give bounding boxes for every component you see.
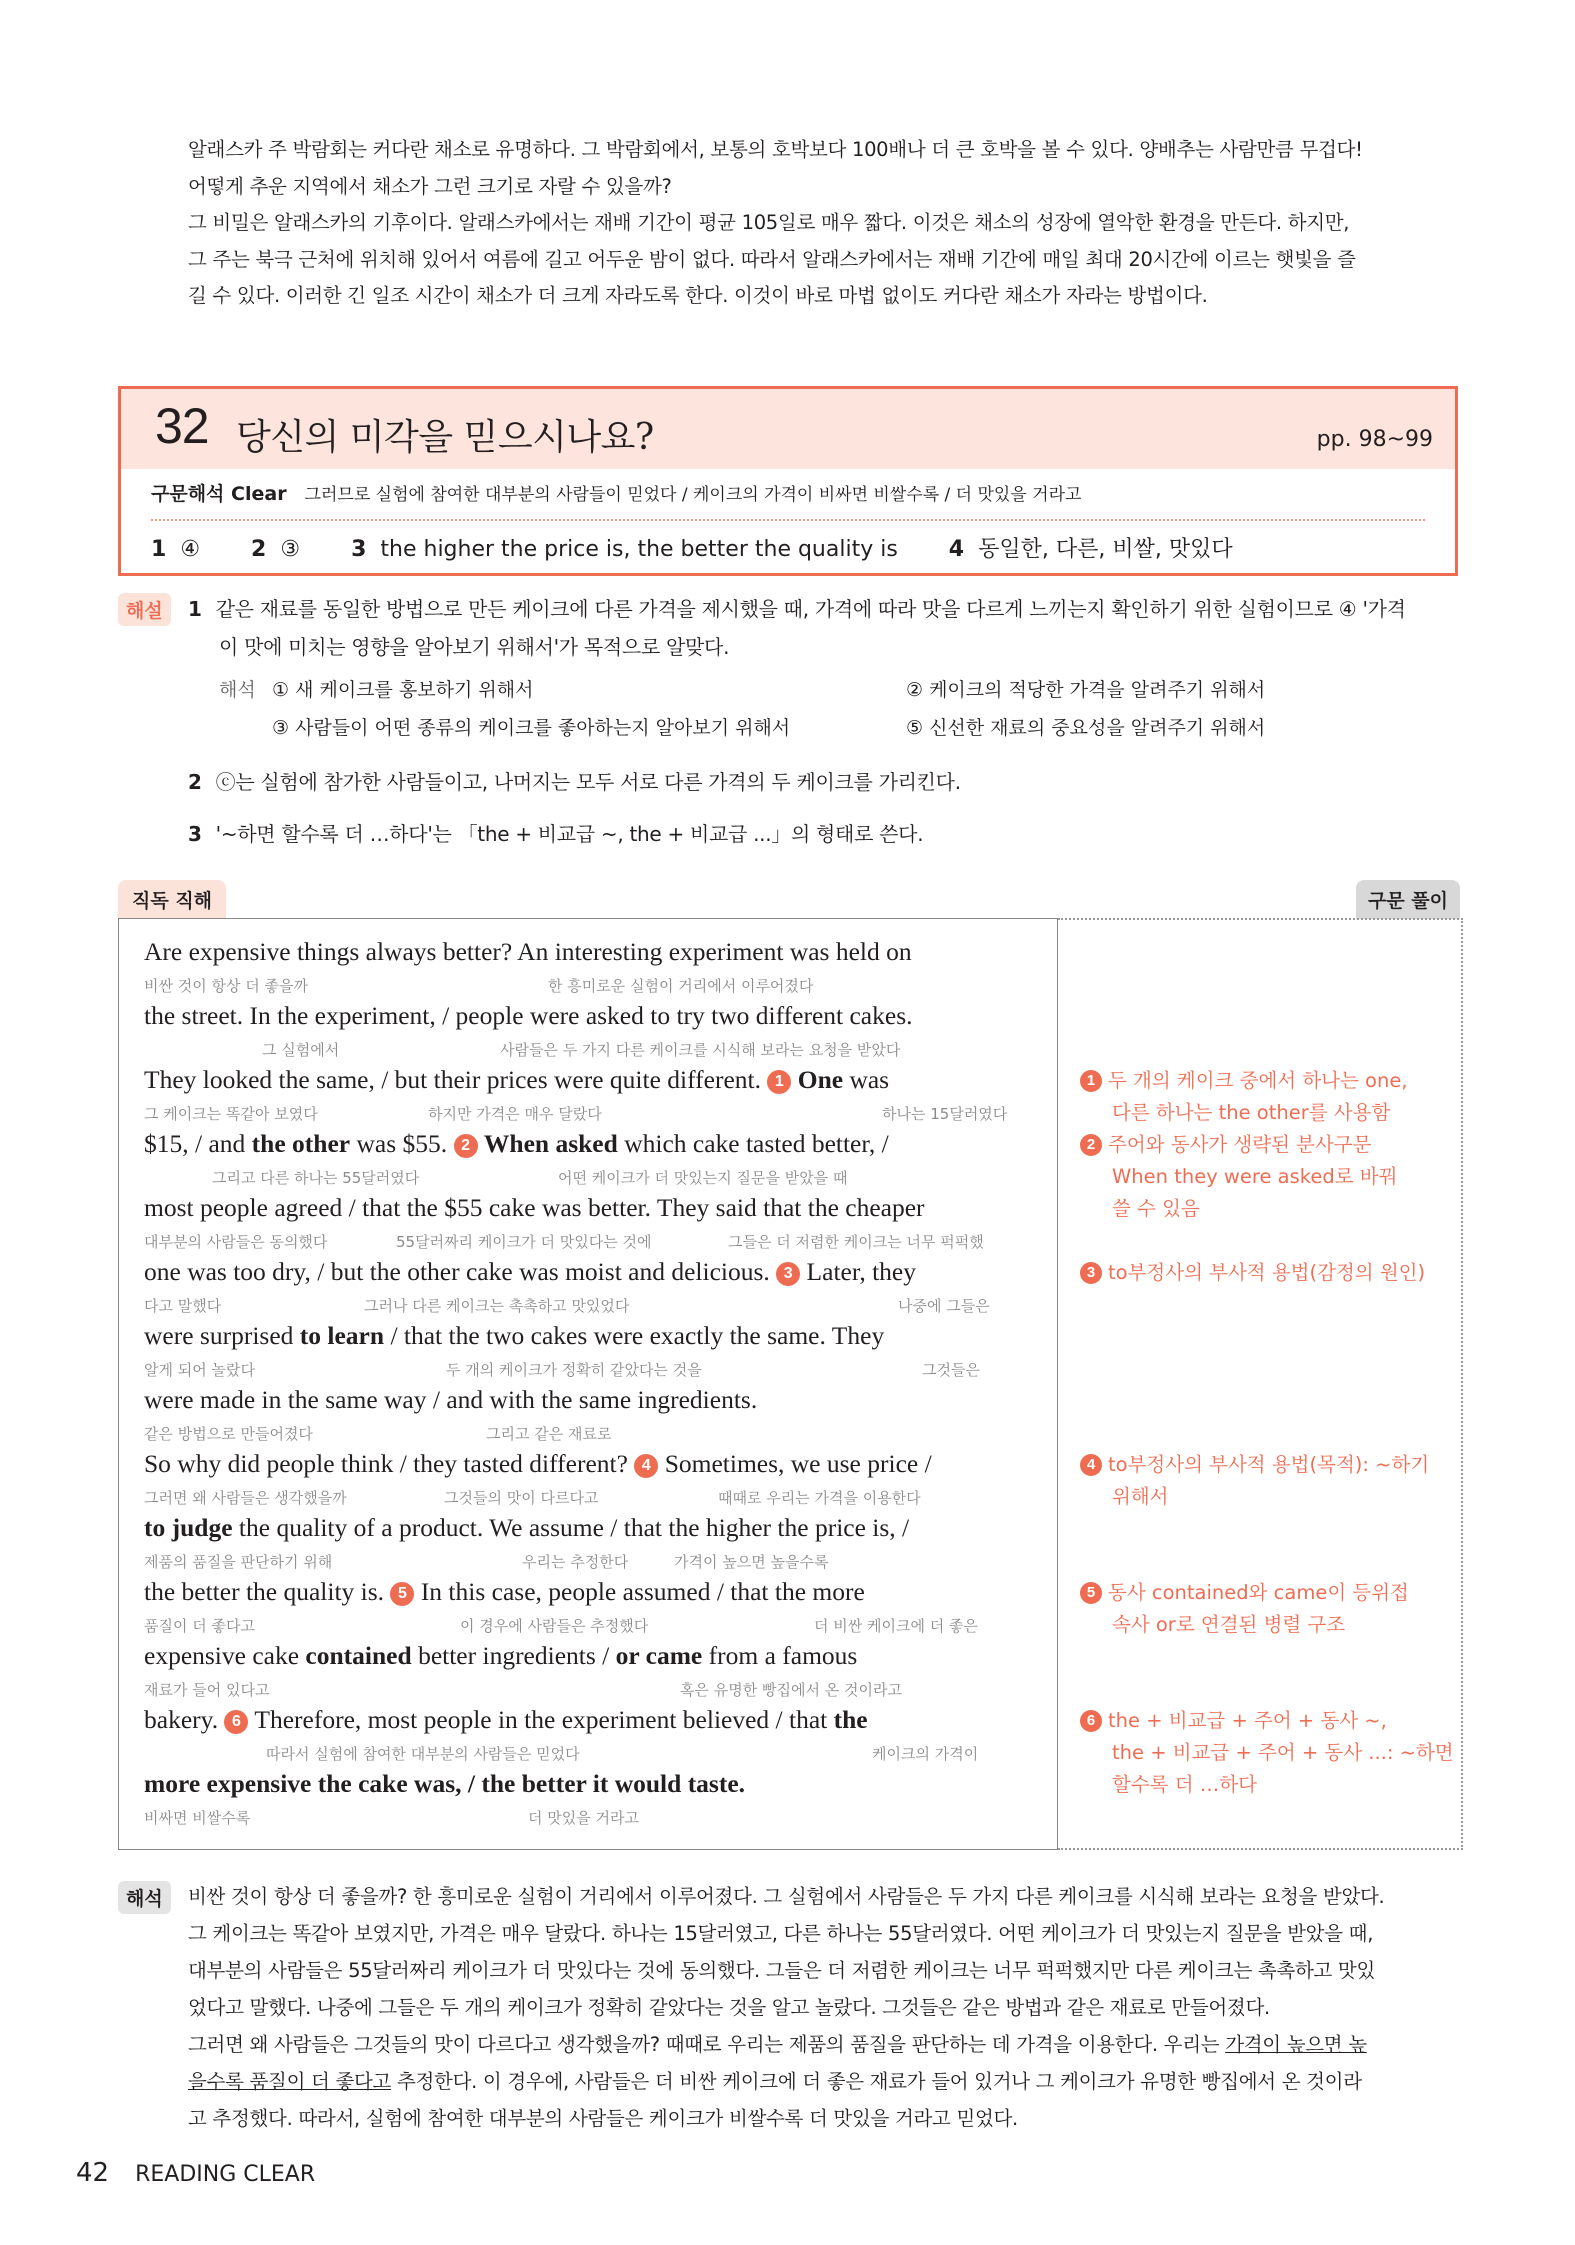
note-marker-2: 2 (1080, 1134, 1102, 1156)
text: which cake tasted better, / (624, 1129, 889, 1158)
divider (151, 519, 1425, 521)
gloss: 더 비싼 케이크에 더 좋은 (814, 1617, 978, 1635)
note-text: 쓸 수 있음 (1112, 1197, 1200, 1220)
reading-line (144, 1705, 868, 1735)
underlined-text: 가격이 높으면 높 (1225, 2033, 1367, 2056)
page-reference: pp. 98~99 (1316, 427, 1433, 452)
item-number: 1 (188, 597, 202, 621)
note-text: to부정사의 부사적 용법(감정의 원인) (1108, 1261, 1426, 1284)
highlight: to judge (144, 1513, 233, 1542)
book-title: READING CLEAR (135, 2162, 316, 2187)
answer-number: 4 (948, 537, 965, 562)
syntax-note-4 (1080, 1449, 1460, 1513)
gloss: 하지만 가격은 매우 달랐다 (428, 1105, 602, 1123)
note-marker-4: 4 (634, 1454, 658, 1478)
note-text: 속사 or로 연결된 병렬 구조 (1112, 1613, 1346, 1636)
note-marker-4: 4 (1080, 1454, 1102, 1476)
text: Sometimes, we use price / (664, 1449, 932, 1478)
note-text: 할수록 더 …하다 (1112, 1773, 1257, 1796)
translation-tag: 해석 (118, 1881, 171, 1914)
note-text: 위해서 (1112, 1485, 1169, 1508)
answer-number: 3 (351, 537, 367, 562)
gloss: 나중에 그들은 (898, 1297, 990, 1315)
text: was $55. (356, 1129, 448, 1158)
gloss: 그러나 다른 케이크는 촉촉하고 맛있었다 (364, 1297, 630, 1315)
note-marker-6: 6 (1080, 1710, 1102, 1732)
reading-line: were made in the same way / and with the same ingredients. (144, 1385, 758, 1414)
syntax-summary (151, 479, 1081, 506)
answer-value: the higher the price is, the better the quality is (380, 537, 898, 562)
answer-value: ③ (280, 537, 301, 562)
text: bakery. (144, 1705, 219, 1734)
note-text: 주어와 동사가 생략된 분사구문 (1108, 1133, 1372, 1156)
reading-line (144, 1449, 932, 1479)
underlined-text: 을수록 품질이 더 좋다고 (188, 2070, 392, 2093)
intro-line: 그 비밀은 알래스카의 기후이다. 알래스카에서는 재배 기간이 평균 105일로 매우 짧다. 이것은 채소의 성장에 열악한 환경을 만든다. 하지만, (188, 211, 1350, 234)
gloss: 그러면 왜 사람들은 생각했을까 (144, 1489, 347, 1507)
translation-line: 고 추정했다. 따라서, 실험에 참여한 대부분의 사람들은 케이크가 비쌀수록 더 맛있을 거라고 믿었다. (188, 2107, 1018, 2130)
gloss: 따라서 실험에 참여한 대부분의 사람들은 믿었다 (266, 1745, 580, 1763)
gloss: 우리는 추정한다 (522, 1553, 629, 1571)
gloss: 재료가 들어 있다고 (144, 1681, 270, 1699)
note-text: 다른 하나는 the other를 사용함 (1112, 1101, 1391, 1124)
translation-line: 비싼 것이 항상 더 좋을까? 한 흥미로운 실험이 거리에서 이루어졌다. 그 실험에서 사람들은 두 가지 다른 케이크를 시식해 보라는 요청을 받았다. (188, 1885, 1385, 1908)
text: They looked the same, / but their prices were quite different. (144, 1065, 761, 1094)
reading-line (144, 1513, 909, 1543)
intro-line: 그 주는 북극 근처에 위치해 있어서 여름에 길고 어두운 밤이 없다. 따라서 알래스카에서는 재배 기간에 매일 최대 20시간에 이르는 햇빛을 즐 (188, 247, 1356, 271)
gloss: 알게 되어 놀랐다 (144, 1361, 255, 1379)
translation-line: 었다고 말했다. 나중에 그들은 두 개의 케이크가 정확히 같았다는 것을 알고 놀랐다. 그것들은 같은 방법과 같은 재료로 만들어졌다. (188, 1996, 1270, 2019)
item-number: 3 (188, 822, 202, 846)
text: was (849, 1065, 890, 1094)
note-marker-6: 6 (224, 1710, 248, 1734)
item-text: '~하면 할수록 더 …하다'는 「the + 비교급 ~, the + 비교급 ...」의 형태로 쓴다. (215, 822, 924, 846)
gloss: 대부분의 사람들은 동의했다 (144, 1233, 328, 1251)
answer-number: 1 (151, 537, 167, 562)
reading-line (144, 1641, 857, 1671)
text: Therefore, most people in the experiment believed / that (254, 1705, 828, 1734)
gloss: 가격이 높으면 높을수록 (674, 1553, 829, 1571)
option-2: ② 케이크의 적당한 가격을 알려주기 위해서 (906, 679, 1266, 701)
gloss: 다고 말했다 (144, 1297, 222, 1315)
gloss: 두 개의 케이크가 정확히 같았다는 것을 (446, 1361, 702, 1379)
gloss: 55달러짜리 케이크가 더 맛있다는 것에 (396, 1233, 652, 1251)
intro-line: 어떻게 추운 지역에서 채소가 그런 크기로 자랄 수 있을까? (188, 174, 672, 198)
gloss: 사람들은 두 가지 다른 케이크를 시식해 보라는 요청을 받았다 (500, 1041, 901, 1059)
gloss: 그리고 다른 하나는 55달러였다 (212, 1169, 420, 1187)
explanation-item-2 (188, 763, 1468, 801)
gloss: 그것들의 맛이 다르다고 (444, 1489, 599, 1507)
reading-line: most people agreed / that the $55 cake was better. They said that the cheaper (144, 1193, 925, 1222)
unit-title: 당신의 미각을 믿으시나요? (236, 417, 654, 458)
syntax-note-6 (1080, 1705, 1460, 1801)
text: the quality of a product. We assume / that the higher the price is, / (238, 1513, 910, 1542)
gloss: 때때로 우리는 가격을 이용한다 (718, 1489, 921, 1507)
syntax-label: 구문해석 Clear (151, 483, 287, 505)
gloss: 혹은 유명한 빵집에서 온 것이라고 (680, 1681, 902, 1699)
text: Later, they (806, 1257, 916, 1286)
reading-line: the street. In the experiment, / people were asked to try two different cakes. (144, 1001, 913, 1030)
note-text: 동사 contained와 came이 등위접 (1108, 1581, 1409, 1604)
answer-key (151, 532, 1233, 563)
explanation-item-3 (188, 815, 1468, 853)
option-3: ③ 사람들이 어떤 종류의 케이크를 좋아하는지 알아보기 위해서 (272, 717, 791, 739)
item-text: 같은 재료를 동일한 방법으로 만든 케이크에 다른 가격을 제시했을 때, 가격에 따라 맛을 다르게 느끼는지 확인하기 위한 실험이므로 ④ '가격 (215, 597, 1406, 621)
syntax-note-3 (1080, 1257, 1460, 1289)
page-footer (76, 2158, 315, 2188)
unit-number: 32 (155, 398, 209, 454)
answer-value: 동일한, 다른, 비쌀, 맛있다 (978, 537, 1233, 562)
gloss: 한 흥미로운 실험이 거리에서 이루어졌다 (548, 977, 814, 995)
gloss: 이 경우에 사람들은 추정했다 (460, 1617, 649, 1635)
text: / that the two cakes were exactly the same. They (390, 1321, 885, 1350)
text: were surprised (144, 1321, 294, 1350)
gloss: 어떤 케이크가 더 맛있는지 질문을 받았을 때 (558, 1169, 848, 1187)
note-marker-2: 2 (454, 1134, 478, 1158)
gloss: 그 실험에서 (262, 1041, 340, 1059)
translation-paragraph (188, 1878, 1468, 2137)
intro-line: 길 수 있다. 이러한 긴 일조 시간이 채소가 더 크게 자라도록 한다. 이것이 바로 마법 없이도 커다란 채소가 자라는 방법이다. (188, 284, 1208, 307)
gloss: 그들은 더 저렴한 케이크는 너무 퍽퍽했 (728, 1233, 984, 1251)
answer-number: 2 (251, 537, 267, 562)
explanation-tag: 해설 (118, 593, 171, 626)
gloss: 비싸면 비쌀수록 (144, 1809, 251, 1827)
note-marker-1: 1 (767, 1070, 791, 1094)
translation-line: 대부분의 사람들은 55달러짜리 케이크가 더 맛있다는 것에 동의했다. 그들은 더 저렴한 케이크는 너무 퍽퍽했지만 다른 케이크는 촉촉하고 맛있 (188, 1959, 1375, 1982)
text: So why did people think / they tasted different? (144, 1449, 628, 1478)
highlight: One (797, 1065, 844, 1094)
options-label: 해석 (219, 679, 256, 701)
gloss: 그것들은 (922, 1361, 980, 1379)
text: In this case, people assumed / that the more (420, 1577, 865, 1606)
note-text: to부정사의 부사적 용법(목적): ~하기 (1108, 1453, 1430, 1476)
gloss: 품질이 더 좋다고 (144, 1617, 255, 1635)
syntax-text: 그러므로 실험에 참여한 대부분의 사람들이 믿었다 / 케이크의 가격이 비싸면 비쌀수록 / 더 맛있을 거라고 (304, 485, 1082, 505)
highlight: the (833, 1705, 868, 1734)
reading-line (144, 1257, 916, 1287)
text: 그러면 왜 사람들은 그것들의 맛이 다르다고 생각했을까? 때때로 우리는 제품의 품질을 판단하는 데 가격을 이용한다. 우리는 (188, 2033, 1220, 2056)
text: $15, / and (144, 1129, 246, 1158)
note-text: 두 개의 케이크 중에서 하나는 one, (1108, 1069, 1408, 1092)
note-marker-3: 3 (776, 1262, 800, 1286)
text: better ingredients / (418, 1641, 610, 1670)
unit-header-box (118, 386, 1458, 576)
translation-line (188, 2026, 1468, 2063)
gloss: 같은 방법으로 만들어졌다 (144, 1425, 313, 1443)
reading-line: more expensive the cake was, / the better it would taste. (144, 1769, 746, 1798)
syntax-note-1 (1080, 1065, 1460, 1129)
note-marker-5: 5 (1080, 1582, 1102, 1604)
note-text: the + 비교급 + 주어 + 동사 ...: ~하면 (1112, 1741, 1454, 1764)
gloss: 케이크의 가격이 (872, 1745, 979, 1763)
gloss: 그리고 같은 재료로 (486, 1425, 612, 1443)
note-marker-3: 3 (1080, 1262, 1102, 1284)
item-number: 2 (188, 770, 202, 794)
text: from a famous (708, 1641, 858, 1670)
translation-line (188, 2063, 1468, 2100)
tab-syntax-notes: 구문 풀이 (1356, 880, 1460, 919)
gloss: 제품의 품질을 판단하기 위해 (144, 1553, 333, 1571)
syntax-note-2 (1080, 1129, 1460, 1225)
intro-paragraph (188, 132, 1463, 315)
text: the better the quality is. (144, 1577, 385, 1606)
highlight: to learn (299, 1321, 385, 1350)
gloss: 그 케이크는 똑같아 보였다 (144, 1105, 318, 1123)
intro-line: 알래스카 주 박람회는 커다란 채소로 유명하다. 그 박람회에서, 보통의 호박보다 100배나 더 큰 호박을 볼 수 있다. 양배추는 사람만큼 무겁다! (188, 138, 1363, 161)
page-number: 42 (76, 2158, 110, 2188)
reading-line (144, 1321, 884, 1351)
highlight: When asked (483, 1129, 618, 1158)
text: one was too dry, / but the other cake was moist and delicious. (144, 1257, 770, 1286)
tab-direct-reading: 직독 직해 (118, 880, 226, 919)
text: 추정한다. 이 경우에, 사람들은 더 비싼 케이크에 더 좋은 재료가 들어 있거나 그 케이크가 유명한 빵집에서 온 것이라 (396, 2070, 1362, 2093)
text: expensive cake (144, 1641, 300, 1670)
highlight: or came (615, 1641, 703, 1670)
translation-line: 그 케이크는 똑같아 보였지만, 가격은 매우 달랐다. 하나는 15달러였고, 다른 하나는 55달러였다. 어떤 케이크가 더 맛있는지 질문을 받았을 때, (188, 1922, 1374, 1945)
gloss: 하나는 15달러였다 (882, 1105, 1008, 1123)
gloss: 비싼 것이 항상 더 좋을까 (144, 977, 308, 995)
reading-line: Are expensive things always better? An interesting experiment was held on (144, 937, 912, 966)
reading-line (144, 1065, 889, 1095)
option-5: ⑤ 신선한 재료의 중요성을 알려주기 위해서 (906, 717, 1266, 739)
note-text: the + 비교급 + 주어 + 동사 ~, (1108, 1709, 1387, 1732)
option-1: ① 새 케이크를 홍보하기 위해서 (272, 679, 534, 701)
note-text: When they were asked로 바꿔 (1112, 1165, 1398, 1188)
note-marker-1: 1 (1080, 1070, 1102, 1092)
syntax-note-5 (1080, 1577, 1460, 1641)
reading-line (144, 1577, 865, 1607)
highlight: the other (251, 1129, 351, 1158)
explanation-item-1-cont: 이 맛에 미치는 영향을 알아보기 위해서'가 목적으로 알맞다. (219, 635, 730, 659)
answer-value: ④ (180, 537, 201, 562)
explanation-item-1 (188, 590, 1468, 628)
highlight: contained (305, 1641, 412, 1670)
reading-line (144, 1129, 889, 1159)
note-marker-5: 5 (390, 1582, 414, 1606)
gloss: 더 맛있을 거라고 (528, 1809, 639, 1827)
item-text: ⓒ는 실험에 참가한 사람들이고, 나머지는 모두 서로 다른 가격의 두 케이크를 가리킨다. (215, 770, 961, 794)
